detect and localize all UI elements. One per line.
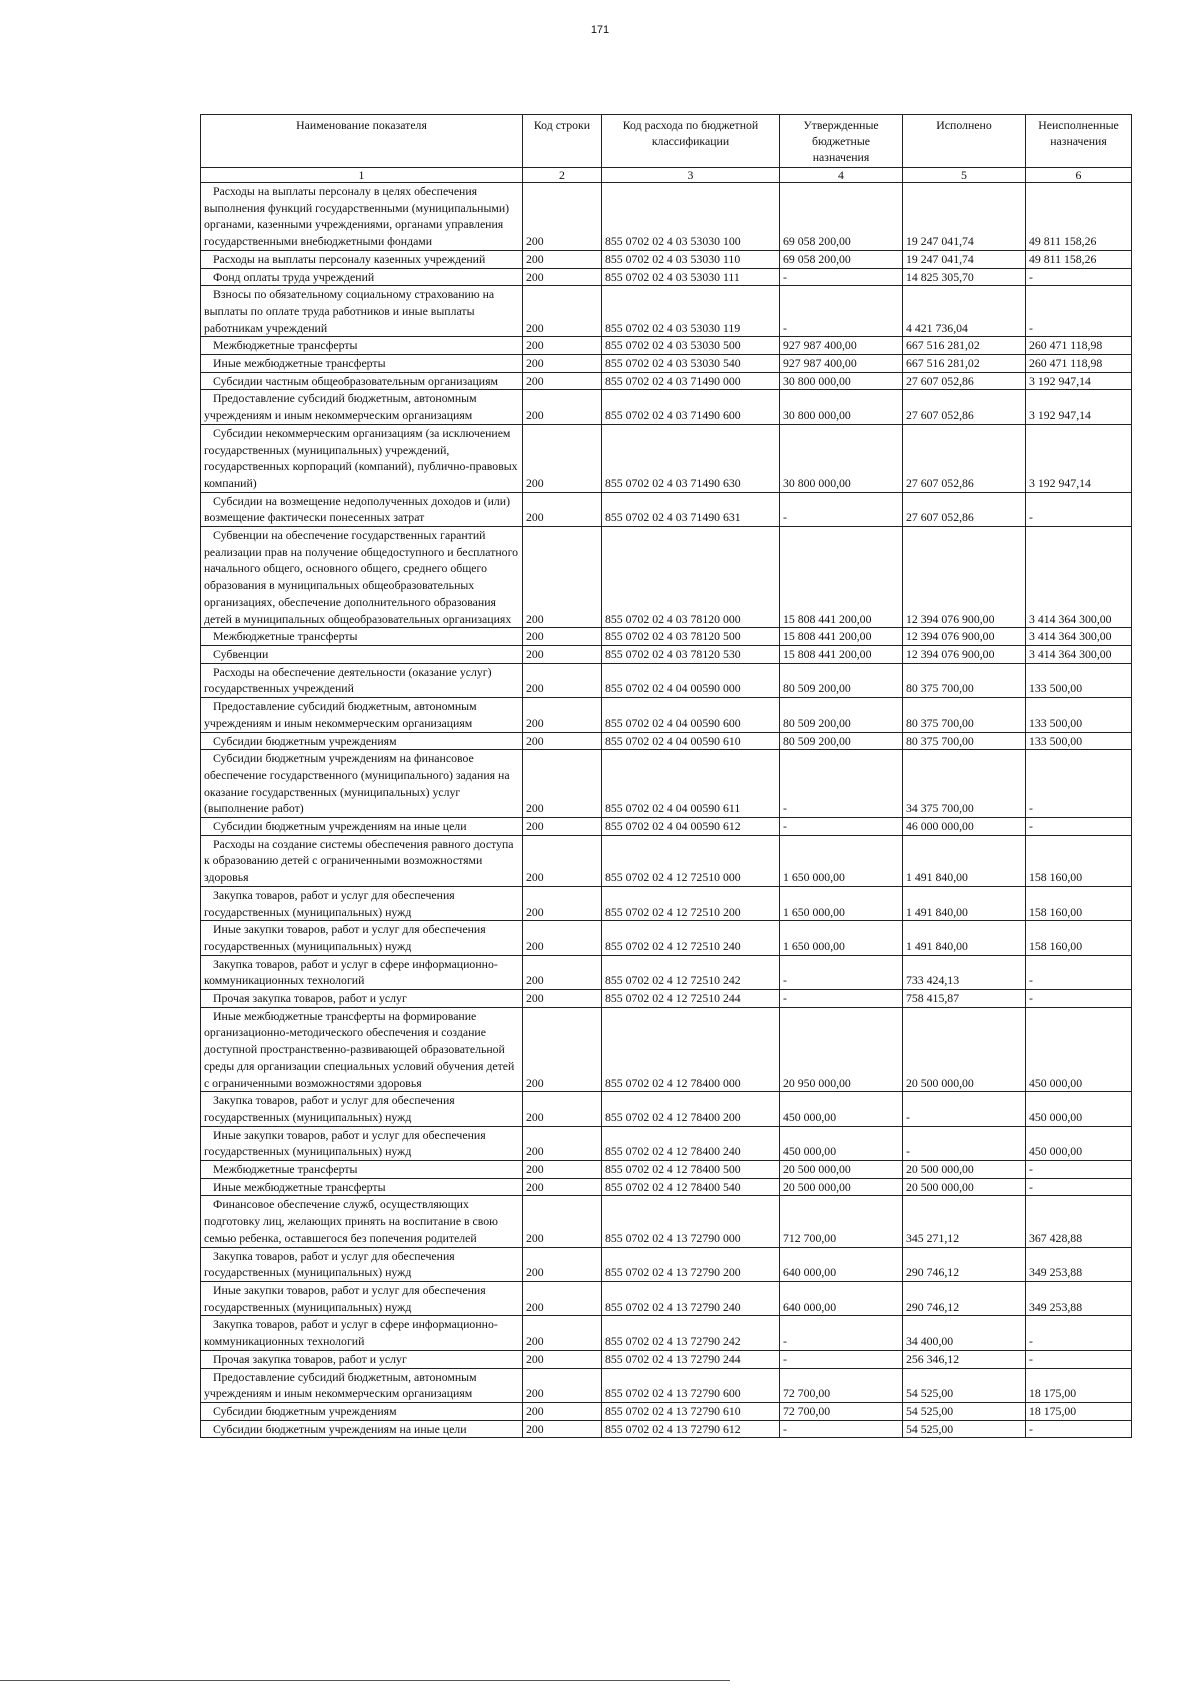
row-line-code: 200 bbox=[523, 372, 602, 390]
row-executed-amount: 54 525,00 bbox=[903, 1368, 1026, 1402]
row-expense-code: 855 0702 02 4 03 53030 100 bbox=[602, 183, 780, 251]
table-row bbox=[201, 886, 1132, 920]
row-indicator-name: Расходы на выплаты персоналу в целях обеспечения выполнения функций государственными (муниципальными) органами, казенными учреждениями, органами управления государственными внебюджетными фондами bbox=[201, 183, 523, 251]
row-unexecuted-amount: - bbox=[1026, 492, 1132, 526]
column-number: 4 bbox=[780, 168, 903, 183]
row-unexecuted-amount: - bbox=[1026, 1178, 1132, 1196]
row-unexecuted-amount: 3 414 364 300,00 bbox=[1026, 645, 1132, 663]
row-indicator-name: Предоставление субсидий бюджетным, автономным учреждениям и иным некоммерческим организациям bbox=[201, 390, 523, 424]
row-approved-amount: 927 987 400,00 bbox=[780, 337, 903, 355]
row-line-code: 200 bbox=[523, 698, 602, 732]
row-unexecuted-amount: 3 192 947,14 bbox=[1026, 372, 1132, 390]
row-executed-amount: 80 375 700,00 bbox=[903, 663, 1026, 697]
table-row bbox=[201, 372, 1132, 390]
row-unexecuted-amount: 450 000,00 bbox=[1026, 1007, 1132, 1092]
row-executed-amount: 667 516 281,02 bbox=[903, 337, 1026, 355]
row-executed-amount: 54 525,00 bbox=[903, 1402, 1026, 1420]
row-approved-amount: 20 500 000,00 bbox=[780, 1161, 903, 1179]
row-approved-amount: 20 500 000,00 bbox=[780, 1178, 903, 1196]
row-executed-amount: 54 525,00 bbox=[903, 1420, 1026, 1438]
row-expense-code: 855 0702 02 4 12 72510 240 bbox=[602, 921, 780, 955]
row-unexecuted-amount: - bbox=[1026, 286, 1132, 337]
row-executed-amount: 733 424,13 bbox=[903, 955, 1026, 989]
row-approved-amount: - bbox=[780, 750, 903, 818]
row-executed-amount: 12 394 076 900,00 bbox=[903, 628, 1026, 646]
row-line-code: 200 bbox=[523, 835, 602, 886]
row-approved-amount: 69 058 200,00 bbox=[780, 250, 903, 268]
row-expense-code: 855 0702 02 4 13 72790 240 bbox=[602, 1282, 780, 1316]
table-row bbox=[201, 1350, 1132, 1368]
table-row bbox=[201, 250, 1132, 268]
row-approved-amount: 1 650 000,00 bbox=[780, 835, 903, 886]
row-expense-code: 855 0702 02 4 13 72790 200 bbox=[602, 1247, 780, 1281]
row-line-code: 200 bbox=[523, 1247, 602, 1281]
row-expense-code: 855 0702 02 4 03 71490 630 bbox=[602, 424, 780, 492]
row-indicator-name: Иные межбюджетные трансферты на формирование организационно-методического обеспечения и создание доступной пространственно-развивающей образовательной среды для организации специальных условий обучения детей с ограниченными возможностями здоровья bbox=[201, 1007, 523, 1092]
row-expense-code: 855 0702 02 4 13 72790 244 bbox=[602, 1350, 780, 1368]
row-executed-amount: 256 346,12 bbox=[903, 1350, 1026, 1368]
row-unexecuted-amount: 49 811 158,26 bbox=[1026, 250, 1132, 268]
row-line-code: 200 bbox=[523, 1420, 602, 1438]
column-number: 5 bbox=[903, 168, 1026, 183]
row-unexecuted-amount: 450 000,00 bbox=[1026, 1092, 1132, 1126]
row-line-code: 200 bbox=[523, 355, 602, 373]
row-unexecuted-amount: 3 192 947,14 bbox=[1026, 390, 1132, 424]
row-line-code: 200 bbox=[523, 645, 602, 663]
header-unexecuted: Неисполненные назначения bbox=[1026, 115, 1132, 168]
row-expense-code: 855 0702 02 4 03 53030 119 bbox=[602, 286, 780, 337]
table-row bbox=[201, 355, 1132, 373]
row-line-code: 200 bbox=[523, 732, 602, 750]
row-expense-code: 855 0702 02 4 03 71490 631 bbox=[602, 492, 780, 526]
table-row bbox=[201, 1092, 1132, 1126]
row-expense-code: 855 0702 02 4 13 72790 000 bbox=[602, 1196, 780, 1247]
row-approved-amount: 15 808 441 200,00 bbox=[780, 527, 903, 628]
row-executed-amount: 80 375 700,00 bbox=[903, 698, 1026, 732]
row-unexecuted-amount: - bbox=[1026, 1420, 1132, 1438]
row-approved-amount: - bbox=[780, 990, 903, 1008]
row-approved-amount: - bbox=[780, 268, 903, 286]
row-line-code: 200 bbox=[523, 390, 602, 424]
row-indicator-name: Прочая закупка товаров, работ и услуг bbox=[201, 990, 523, 1008]
row-unexecuted-amount: 158 160,00 bbox=[1026, 921, 1132, 955]
row-indicator-name: Субсидии бюджетным учреждениям на финансовое обеспечение государственного (муниципального) задания на оказание государственных (муниципальных) услуг (выполнение работ) bbox=[201, 750, 523, 818]
row-executed-amount: 27 607 052,86 bbox=[903, 390, 1026, 424]
row-unexecuted-amount: 49 811 158,26 bbox=[1026, 183, 1132, 251]
row-executed-amount: 20 500 000,00 bbox=[903, 1007, 1026, 1092]
row-unexecuted-amount: 133 500,00 bbox=[1026, 663, 1132, 697]
table-row bbox=[201, 1161, 1132, 1179]
row-expense-code: 855 0702 02 4 03 53030 500 bbox=[602, 337, 780, 355]
row-line-code: 200 bbox=[523, 886, 602, 920]
row-unexecuted-amount: 349 253,88 bbox=[1026, 1247, 1132, 1281]
table-row bbox=[201, 1420, 1132, 1438]
row-unexecuted-amount: 18 175,00 bbox=[1026, 1368, 1132, 1402]
row-line-code: 200 bbox=[523, 990, 602, 1008]
row-approved-amount: 450 000,00 bbox=[780, 1092, 903, 1126]
bottom-divider bbox=[0, 1680, 730, 1681]
row-approved-amount: 640 000,00 bbox=[780, 1282, 903, 1316]
row-expense-code: 855 0702 02 4 04 00590 600 bbox=[602, 698, 780, 732]
row-indicator-name: Закупка товаров, работ и услуг для обеспечения государственных (муниципальных) нужд bbox=[201, 886, 523, 920]
row-line-code: 200 bbox=[523, 1126, 602, 1160]
row-approved-amount: 30 800 000,00 bbox=[780, 390, 903, 424]
row-expense-code: 855 0702 02 4 12 72510 244 bbox=[602, 990, 780, 1008]
row-unexecuted-amount: 260 471 118,98 bbox=[1026, 355, 1132, 373]
column-number: 2 bbox=[523, 168, 602, 183]
row-executed-amount: 19 247 041,74 bbox=[903, 183, 1026, 251]
row-approved-amount: - bbox=[780, 492, 903, 526]
row-executed-amount: 80 375 700,00 bbox=[903, 732, 1026, 750]
row-line-code: 200 bbox=[523, 1007, 602, 1092]
row-approved-amount: 1 650 000,00 bbox=[780, 886, 903, 920]
row-executed-amount: 20 500 000,00 bbox=[903, 1178, 1026, 1196]
row-executed-amount: 290 746,12 bbox=[903, 1247, 1026, 1281]
row-indicator-name: Закупка товаров, работ и услуг для обеспечения государственных (муниципальных) нужд bbox=[201, 1247, 523, 1281]
column-number: 3 bbox=[602, 168, 780, 183]
row-line-code: 200 bbox=[523, 955, 602, 989]
row-unexecuted-amount: 349 253,88 bbox=[1026, 1282, 1132, 1316]
row-approved-amount: 20 950 000,00 bbox=[780, 1007, 903, 1092]
table-row bbox=[201, 645, 1132, 663]
row-approved-amount: 72 700,00 bbox=[780, 1368, 903, 1402]
row-line-code: 200 bbox=[523, 527, 602, 628]
row-executed-amount: - bbox=[903, 1126, 1026, 1160]
row-unexecuted-amount: 158 160,00 bbox=[1026, 886, 1132, 920]
row-expense-code: 855 0702 02 4 13 72790 610 bbox=[602, 1402, 780, 1420]
row-expense-code: 855 0702 02 4 13 72790 242 bbox=[602, 1316, 780, 1350]
row-unexecuted-amount: - bbox=[1026, 750, 1132, 818]
row-expense-code: 855 0702 02 4 03 71490 600 bbox=[602, 390, 780, 424]
row-unexecuted-amount: 158 160,00 bbox=[1026, 835, 1132, 886]
row-line-code: 200 bbox=[523, 921, 602, 955]
row-indicator-name: Расходы на создание системы обеспечения равного доступа к образованию детей с ограниченными возможностями здоровья bbox=[201, 835, 523, 886]
row-expense-code: 855 0702 02 4 03 78120 530 bbox=[602, 645, 780, 663]
row-line-code: 200 bbox=[523, 818, 602, 836]
row-executed-amount: 1 491 840,00 bbox=[903, 835, 1026, 886]
row-executed-amount: - bbox=[903, 1092, 1026, 1126]
row-indicator-name: Иные закупки товаров, работ и услуг для обеспечения государственных (муниципальных) нужд bbox=[201, 1282, 523, 1316]
row-executed-amount: 46 000 000,00 bbox=[903, 818, 1026, 836]
table-row bbox=[201, 527, 1132, 628]
row-expense-code: 855 0702 02 4 04 00590 000 bbox=[602, 663, 780, 697]
row-line-code: 200 bbox=[523, 1402, 602, 1420]
row-expense-code: 855 0702 02 4 13 72790 600 bbox=[602, 1368, 780, 1402]
row-expense-code: 855 0702 02 4 12 72510 000 bbox=[602, 835, 780, 886]
row-indicator-name: Субсидии некоммерческим организациям (за исключением государственных (муниципальных) учреждений, государственных корпораций (компаний), публично-правовых компаний) bbox=[201, 424, 523, 492]
row-indicator-name: Субсидии бюджетным учреждениям bbox=[201, 1402, 523, 1420]
row-indicator-name: Иные межбюджетные трансферты bbox=[201, 1178, 523, 1196]
row-approved-amount: - bbox=[780, 1420, 903, 1438]
table-row bbox=[201, 990, 1132, 1008]
row-unexecuted-amount: 260 471 118,98 bbox=[1026, 337, 1132, 355]
row-expense-code: 855 0702 02 4 12 78400 540 bbox=[602, 1178, 780, 1196]
row-approved-amount: - bbox=[780, 818, 903, 836]
row-approved-amount: 712 700,00 bbox=[780, 1196, 903, 1247]
row-expense-code: 855 0702 02 4 03 78120 500 bbox=[602, 628, 780, 646]
row-expense-code: 855 0702 02 4 12 78400 200 bbox=[602, 1092, 780, 1126]
row-indicator-name: Расходы на выплаты персоналу казенных учреждений bbox=[201, 250, 523, 268]
row-unexecuted-amount: 3 192 947,14 bbox=[1026, 424, 1132, 492]
table-row bbox=[201, 1126, 1132, 1160]
row-unexecuted-amount: - bbox=[1026, 818, 1132, 836]
page-number: 171 bbox=[590, 24, 610, 36]
table-row bbox=[201, 337, 1132, 355]
row-indicator-name: Прочая закупка товаров, работ и услуг bbox=[201, 1350, 523, 1368]
row-executed-amount: 12 394 076 900,00 bbox=[903, 645, 1026, 663]
table-row bbox=[201, 1282, 1132, 1316]
table-row bbox=[201, 921, 1132, 955]
row-indicator-name: Финансовое обеспечение служб, осуществляющих подготовку лиц, желающих принять на воспитание в свою семью ребенка, оставшегося без попечения родителей bbox=[201, 1196, 523, 1247]
row-executed-amount: 1 491 840,00 bbox=[903, 886, 1026, 920]
row-line-code: 200 bbox=[523, 1196, 602, 1247]
row-unexecuted-amount: - bbox=[1026, 268, 1132, 286]
row-indicator-name: Межбюджетные трансферты bbox=[201, 628, 523, 646]
row-executed-amount: 758 415,87 bbox=[903, 990, 1026, 1008]
row-approved-amount: 69 058 200,00 bbox=[780, 183, 903, 251]
row-executed-amount: 290 746,12 bbox=[903, 1282, 1026, 1316]
row-expense-code: 855 0702 02 4 12 78400 240 bbox=[602, 1126, 780, 1160]
row-indicator-name: Субсидии на возмещение недополученных доходов и (или) возмещение фактически понесенных затрат bbox=[201, 492, 523, 526]
row-indicator-name: Иные межбюджетные трансферты bbox=[201, 355, 523, 373]
row-approved-amount: - bbox=[780, 1316, 903, 1350]
row-indicator-name: Иные закупки товаров, работ и услуг для обеспечения государственных (муниципальных) нужд bbox=[201, 921, 523, 955]
row-indicator-name: Межбюджетные трансферты bbox=[201, 337, 523, 355]
table-row bbox=[201, 1196, 1132, 1247]
table-row bbox=[201, 424, 1132, 492]
header-indicator-name: Наименование показателя bbox=[201, 115, 523, 168]
row-unexecuted-amount: - bbox=[1026, 990, 1132, 1008]
table-row bbox=[201, 390, 1132, 424]
row-indicator-name: Субвенции на обеспечение государственных гарантий реализации прав на получение общедоступного и бесплатного начального общего, основного общего, среднего общего образования в муниципальных общеобразовательных организациях, обеспечение дополнительного образования детей в муниципальных общеобразовательных организациях bbox=[201, 527, 523, 628]
row-expense-code: 855 0702 02 4 03 78120 000 bbox=[602, 527, 780, 628]
row-executed-amount: 12 394 076 900,00 bbox=[903, 527, 1026, 628]
budget-execution-table bbox=[200, 114, 1132, 1438]
row-expense-code: 855 0702 02 4 04 00590 611 bbox=[602, 750, 780, 818]
row-line-code: 200 bbox=[523, 337, 602, 355]
row-approved-amount: 450 000,00 bbox=[780, 1126, 903, 1160]
row-expense-code: 855 0702 02 4 12 72510 200 bbox=[602, 886, 780, 920]
row-expense-code: 855 0702 02 4 12 72510 242 bbox=[602, 955, 780, 989]
row-unexecuted-amount: 450 000,00 bbox=[1026, 1126, 1132, 1160]
row-unexecuted-amount: - bbox=[1026, 955, 1132, 989]
row-indicator-name: Межбюджетные трансферты bbox=[201, 1161, 523, 1179]
row-unexecuted-amount: - bbox=[1026, 1161, 1132, 1179]
row-unexecuted-amount: 133 500,00 bbox=[1026, 698, 1132, 732]
row-expense-code: 855 0702 02 4 12 78400 000 bbox=[602, 1007, 780, 1092]
table-row bbox=[201, 1316, 1132, 1350]
row-unexecuted-amount: 3 414 364 300,00 bbox=[1026, 527, 1132, 628]
row-line-code: 200 bbox=[523, 1282, 602, 1316]
header-approved: Утвержденные бюджетные назначения bbox=[780, 115, 903, 168]
table-row bbox=[201, 286, 1132, 337]
row-approved-amount: 80 509 200,00 bbox=[780, 732, 903, 750]
row-expense-code: 855 0702 02 4 12 78400 500 bbox=[602, 1161, 780, 1179]
table-row bbox=[201, 492, 1132, 526]
header-executed: Исполнено bbox=[903, 115, 1026, 168]
table-row bbox=[201, 835, 1132, 886]
table-row bbox=[201, 1007, 1132, 1092]
row-executed-amount: 345 271,12 bbox=[903, 1196, 1026, 1247]
row-approved-amount: 30 800 000,00 bbox=[780, 372, 903, 390]
row-executed-amount: 34 400,00 bbox=[903, 1316, 1026, 1350]
column-number: 1 bbox=[201, 168, 523, 183]
row-unexecuted-amount: 3 414 364 300,00 bbox=[1026, 628, 1132, 646]
row-line-code: 200 bbox=[523, 1092, 602, 1126]
row-executed-amount: 34 375 700,00 bbox=[903, 750, 1026, 818]
table-row bbox=[201, 1368, 1132, 1402]
row-approved-amount: 640 000,00 bbox=[780, 1247, 903, 1281]
row-unexecuted-amount: - bbox=[1026, 1350, 1132, 1368]
row-line-code: 200 bbox=[523, 492, 602, 526]
table-row bbox=[201, 1247, 1132, 1281]
table-body bbox=[201, 183, 1132, 1438]
table-row bbox=[201, 1402, 1132, 1420]
row-approved-amount: 1 650 000,00 bbox=[780, 921, 903, 955]
column-number: 6 bbox=[1026, 168, 1132, 183]
table-row bbox=[201, 183, 1132, 251]
row-indicator-name: Субвенции bbox=[201, 645, 523, 663]
table-row bbox=[201, 663, 1132, 697]
header-line-code: Код строки bbox=[523, 115, 602, 168]
row-executed-amount: 19 247 041,74 bbox=[903, 250, 1026, 268]
table-row bbox=[201, 732, 1132, 750]
header-row bbox=[201, 115, 1132, 168]
row-indicator-name: Предоставление субсидий бюджетным, автономным учреждениям и иным некоммерческим организациям bbox=[201, 698, 523, 732]
row-indicator-name: Расходы на обеспечение деятельности (оказание услуг) государственных учреждений bbox=[201, 663, 523, 697]
row-approved-amount: - bbox=[780, 286, 903, 337]
row-approved-amount: 72 700,00 bbox=[780, 1402, 903, 1420]
row-line-code: 200 bbox=[523, 183, 602, 251]
row-approved-amount: 15 808 441 200,00 bbox=[780, 628, 903, 646]
row-expense-code: 855 0702 02 4 03 71490 000 bbox=[602, 372, 780, 390]
row-approved-amount: 80 509 200,00 bbox=[780, 698, 903, 732]
row-line-code: 200 bbox=[523, 1178, 602, 1196]
row-indicator-name: Взносы по обязательному социальному страхованию на выплаты по оплате труда работников и иные выплаты работникам учреждений bbox=[201, 286, 523, 337]
row-expense-code: 855 0702 02 4 04 00590 612 bbox=[602, 818, 780, 836]
row-line-code: 200 bbox=[523, 1161, 602, 1179]
row-line-code: 200 bbox=[523, 286, 602, 337]
row-indicator-name: Фонд оплаты труда учреждений bbox=[201, 268, 523, 286]
row-line-code: 200 bbox=[523, 250, 602, 268]
row-expense-code: 855 0702 02 4 04 00590 610 bbox=[602, 732, 780, 750]
table-row bbox=[201, 1178, 1132, 1196]
table-row bbox=[201, 750, 1132, 818]
row-line-code: 200 bbox=[523, 628, 602, 646]
row-expense-code: 855 0702 02 4 03 53030 111 bbox=[602, 268, 780, 286]
table-row bbox=[201, 628, 1132, 646]
row-approved-amount: 30 800 000,00 bbox=[780, 424, 903, 492]
row-line-code: 200 bbox=[523, 1316, 602, 1350]
row-line-code: 200 bbox=[523, 1350, 602, 1368]
row-indicator-name: Предоставление субсидий бюджетным, автономным учреждениям и иным некоммерческим организациям bbox=[201, 1368, 523, 1402]
table-row bbox=[201, 268, 1132, 286]
row-indicator-name: Закупка товаров, работ и услуг в сфере информационно-коммуникационных технологий bbox=[201, 1316, 523, 1350]
row-unexecuted-amount: 133 500,00 bbox=[1026, 732, 1132, 750]
row-approved-amount: - bbox=[780, 1350, 903, 1368]
row-approved-amount: 927 987 400,00 bbox=[780, 355, 903, 373]
table-row bbox=[201, 955, 1132, 989]
row-unexecuted-amount: 18 175,00 bbox=[1026, 1402, 1132, 1420]
row-line-code: 200 bbox=[523, 750, 602, 818]
row-executed-amount: 667 516 281,02 bbox=[903, 355, 1026, 373]
row-executed-amount: 27 607 052,86 bbox=[903, 424, 1026, 492]
row-indicator-name: Закупка товаров, работ и услуг для обеспечения государственных (муниципальных) нужд bbox=[201, 1092, 523, 1126]
row-indicator-name: Закупка товаров, работ и услуг в сфере информационно-коммуникационных технологий bbox=[201, 955, 523, 989]
row-indicator-name: Субсидии бюджетным учреждениям на иные цели bbox=[201, 1420, 523, 1438]
row-unexecuted-amount: - bbox=[1026, 1316, 1132, 1350]
table-row bbox=[201, 818, 1132, 836]
row-executed-amount: 20 500 000,00 bbox=[903, 1161, 1026, 1179]
row-line-code: 200 bbox=[523, 663, 602, 697]
row-approved-amount: 15 808 441 200,00 bbox=[780, 645, 903, 663]
row-indicator-name: Субсидии бюджетным учреждениям bbox=[201, 732, 523, 750]
row-approved-amount: - bbox=[780, 955, 903, 989]
row-line-code: 200 bbox=[523, 424, 602, 492]
row-indicator-name: Субсидии частным общеобразовательным организациям bbox=[201, 372, 523, 390]
row-expense-code: 855 0702 02 4 03 53030 110 bbox=[602, 250, 780, 268]
row-expense-code: 855 0702 02 4 03 53030 540 bbox=[602, 355, 780, 373]
header-expense-code: Код расхода по бюджетной классификации bbox=[602, 115, 780, 168]
row-executed-amount: 27 607 052,86 bbox=[903, 492, 1026, 526]
row-unexecuted-amount: 367 428,88 bbox=[1026, 1196, 1132, 1247]
table-row bbox=[201, 698, 1132, 732]
row-expense-code: 855 0702 02 4 13 72790 612 bbox=[602, 1420, 780, 1438]
row-executed-amount: 1 491 840,00 bbox=[903, 921, 1026, 955]
row-approved-amount: 80 509 200,00 bbox=[780, 663, 903, 697]
row-executed-amount: 14 825 305,70 bbox=[903, 268, 1026, 286]
row-indicator-name: Субсидии бюджетным учреждениям на иные цели bbox=[201, 818, 523, 836]
row-indicator-name: Иные закупки товаров, работ и услуг для обеспечения государственных (муниципальных) нужд bbox=[201, 1126, 523, 1160]
row-executed-amount: 4 421 736,04 bbox=[903, 286, 1026, 337]
row-executed-amount: 27 607 052,86 bbox=[903, 372, 1026, 390]
row-line-code: 200 bbox=[523, 1368, 602, 1402]
column-number-row bbox=[201, 168, 1132, 183]
row-line-code: 200 bbox=[523, 268, 602, 286]
